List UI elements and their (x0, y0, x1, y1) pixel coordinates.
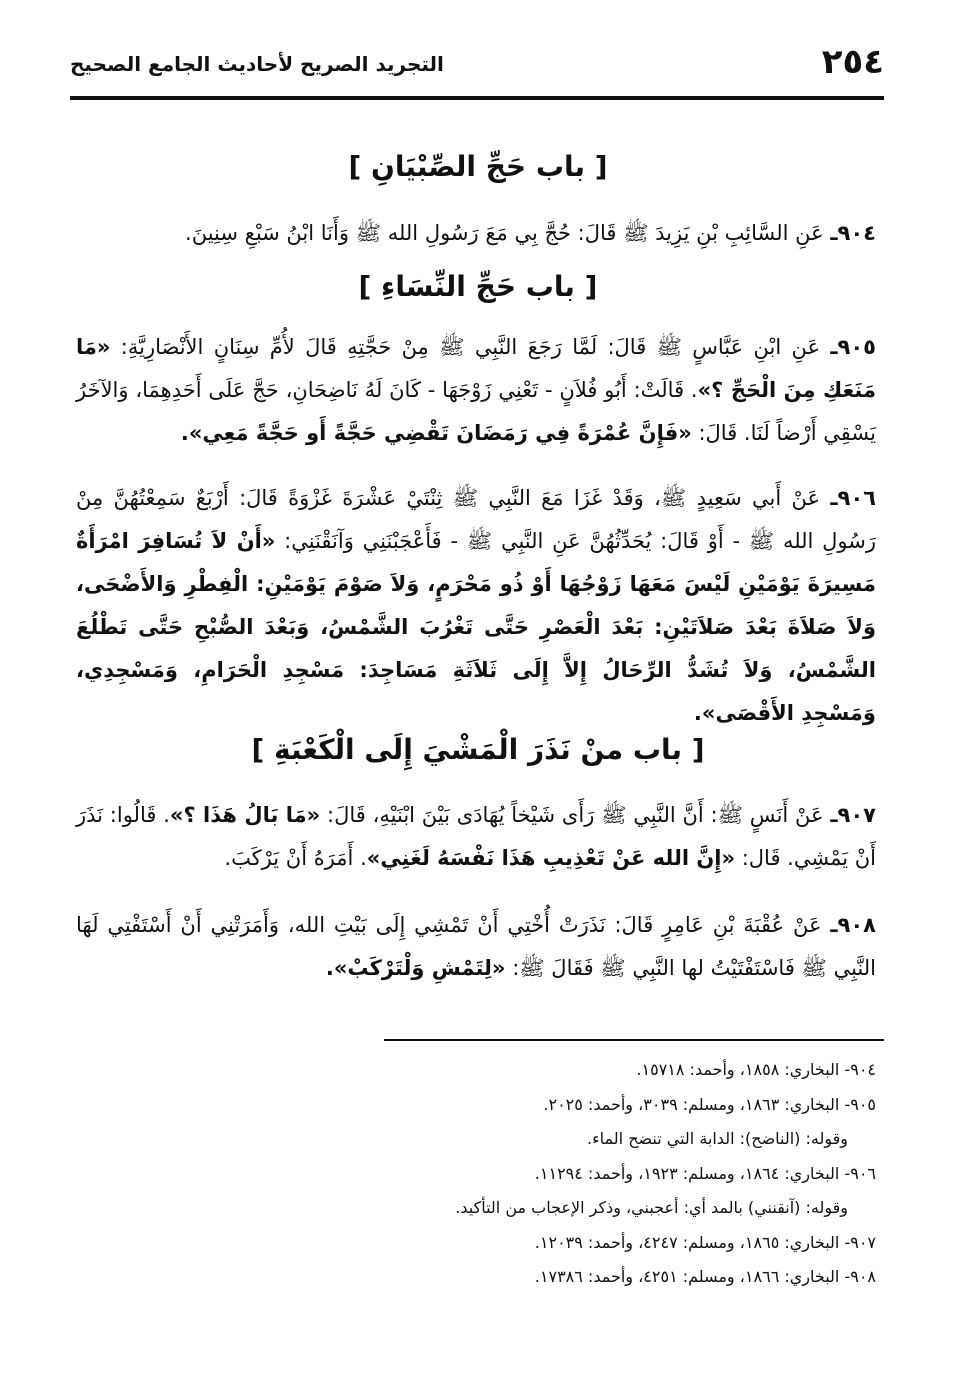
hadith-number: ٩٠٦ـ (830, 486, 876, 510)
hadith-905 (76, 326, 876, 455)
chapter-heading: [ باب حَجِّ الصِّبْيَانِ ] (348, 150, 608, 183)
chapter-heading: [ باب منْ نَذَرَ الْمَشْيَ إِلَى الْكَعْبَةِ ] (251, 733, 705, 766)
hadith-text: . أَمَرَهُ أَنْ يَرْكَبَ. (224, 846, 367, 870)
page-header (70, 40, 884, 100)
hadith-906 (76, 477, 876, 735)
hadith-number: ٩٠٨ـ (830, 913, 876, 937)
prophetic-quote: «لِتَمْشِ وَلْتَرْكَبْ». (325, 956, 506, 980)
footnote-explanation: وقوله: (آنقنني) بالمد أي: أعجبني، وذكر الإعجاب من التأكيد. (455, 1198, 848, 1217)
prophetic-quote: «مَا مَنَعَكِ مِنَ الْحَجِّ ؟» (76, 335, 876, 402)
page-number: ٢٥٤ (821, 42, 884, 82)
hadith-908 (76, 904, 876, 990)
book-title: التجريد الصريح لأحاديث الجامع الصحيح (70, 52, 444, 76)
hadith-text: . قَالُوا: نَذَرَ أَنْ يَمْشِي. قَال: (76, 803, 876, 870)
chapter-heading: [ باب حَجِّ النِّسَاءِ ] (358, 270, 598, 303)
prophetic-quote: «مَا بَالُ هَذَا ؟» (169, 803, 321, 827)
hadith-number: ٩٠٥ـ (830, 335, 876, 359)
footnotes (120, 1053, 876, 1295)
hadith-text: عَنْ أَبي سَعِيدٍ ﷺ، وَقَدْ غَزَا مَعَ النَّبِي ﷺ ثِنْتَيْ عَشْرَةَ غَزْوَةً قَالَ: أَرْبَعٌ سَمِعْتُهُنَّ مِنْ رَسُولِ الله ﷺ - أَوْ قَالَ: يُحَدِّثُهُنَّ عَنِ النَّبِي ﷺ - فَأَعْجَبْنَنِي وَآنَقْنَنِي: (76, 486, 877, 553)
footnote: ٩٠٦- البخاري: ١٨٦٤، ومسلم: ١٩٢٣، وأحمد: ١١٢٩٤. (534, 1163, 876, 1183)
hadith-text: عَنْ أَنَسٍ ﷺ: أَنَّ النَّبِي ﷺ رَأَى شَيْخاً يُهَادَى بَيْنَ ابْنَيْهِ، قَالَ: (320, 803, 824, 827)
hadith-number: ٩٠٤ـ (830, 221, 876, 245)
hadith-text: . قَالَتْ: أَبُو فُلاَنٍ - تَعْنِي زَوْجَهَا - كَانَ لَهُ نَاضِحَانِ، حَجَّ عَلَى أَحَدِهِمَا، وَالآخَرُ يَسْقِي أَرْضاً لَنَا. قَالَ: (76, 378, 876, 445)
hadith-number: ٩٠٧ـ (830, 803, 876, 827)
prophetic-quote: «إِنَّ الله عَنْ تَعْذِيبِ هَذَا نَفْسَهُ لَغَنِي» (366, 846, 736, 870)
footnote: ٩٠٧- البخاري: ١٨٦٥، ومسلم: ٤٢٤٧، وأحمد: ١٢٠٣٩. (534, 1232, 876, 1252)
hadith-904 (76, 212, 876, 255)
hadith-text: عَنْ عُقْبَةَ بْنِ عَامِرٍ قَالَ: نَذَرَتْ أُخْتِي أَنْ تَمْشِي إِلَى بَيْتِ الله، وَأَمَرَتْنِي أَنْ أَسْتَفْتِي لَهَا النَّبِي ﷺ فَاسْتَفْتَيْتُ لها النَّبِي ﷺ فَقَالَ ﷺ: (76, 913, 876, 980)
prophetic-quote: «فَإِنَّ عُمْرَةً فِي رَمَضَانَ تَقْضِي حَجَّةً أَو حَجَّةً مَعِي». (180, 421, 692, 445)
footnote-separator (384, 1039, 884, 1041)
footnote: ٩٠٤- البخاري: ١٨٥٨، وأحمد: ١٥٧١٨. (636, 1060, 876, 1079)
prophetic-quote: «أَنْ لاَ تُسَافِرَ امْرَأَةٌ مَسِيرَةَ يَوْمَيْنِ لَيْسَ مَعَهَا زَوْجُهَا أَوْ ذُو مَحْرَمٍ، وَلاَ صَوْمَ يَوْمَيْنِ: الْفِطْرِ وَالأَضْحَى، وَلاَ صَلاَةَ بَعْدَ صَلاَتَيْنِ: بَعْدَ الْعَصْرِ حَتَّى تَغْرُبَ الشَّمْسُ، وَبَعْدَ الصُّبْحِ حَتَّى تَطْلُعَ الشَّمْسُ، وَلاَ تُشَدُّ الرِّحَالُ إِلاَّ إِلَى ثَلاَثَةِ مَسَاجِدَ: مَسْجِدِ الْحَرَامِ، وَمَسْجِدِي، وَمَسْجِدِ الأَقْصَى». (76, 529, 876, 725)
footnote-explanation: وقوله: (الناضح): الدابة التي تنضح الماء. (587, 1129, 848, 1148)
hadith-text: عَنِ السَّائِبِ بْنِ يَزِيدَ ﷺ قَالَ: حُجَّ بِي مَعَ رَسُولِ الله ﷺ وَأَنَا ابْنُ سَبْعِ سِنِينَ. (185, 221, 824, 245)
hadith-text: عَنِ ابْنِ عَبَّاسٍ ﷺ قَالَ: لَمَّا رَجَعَ النَّبِي ﷺ مِنْ حَجَّتِهِ قَالَ لأُمِّ سِنَانٍ الأَنْصَارِيَّةِ: (110, 335, 821, 359)
hadith-907 (76, 794, 876, 880)
footnote: ٩٠٨- البخاري: ١٨٦٦، ومسلم: ٤٢٥١، وأحمد: ١٧٣٨٦. (534, 1267, 876, 1286)
footnote: ٩٠٥- البخاري: ١٨٦٣، ومسلم: ٣٠٣٩، وأحمد: ٢٠٢٥. (543, 1094, 876, 1114)
